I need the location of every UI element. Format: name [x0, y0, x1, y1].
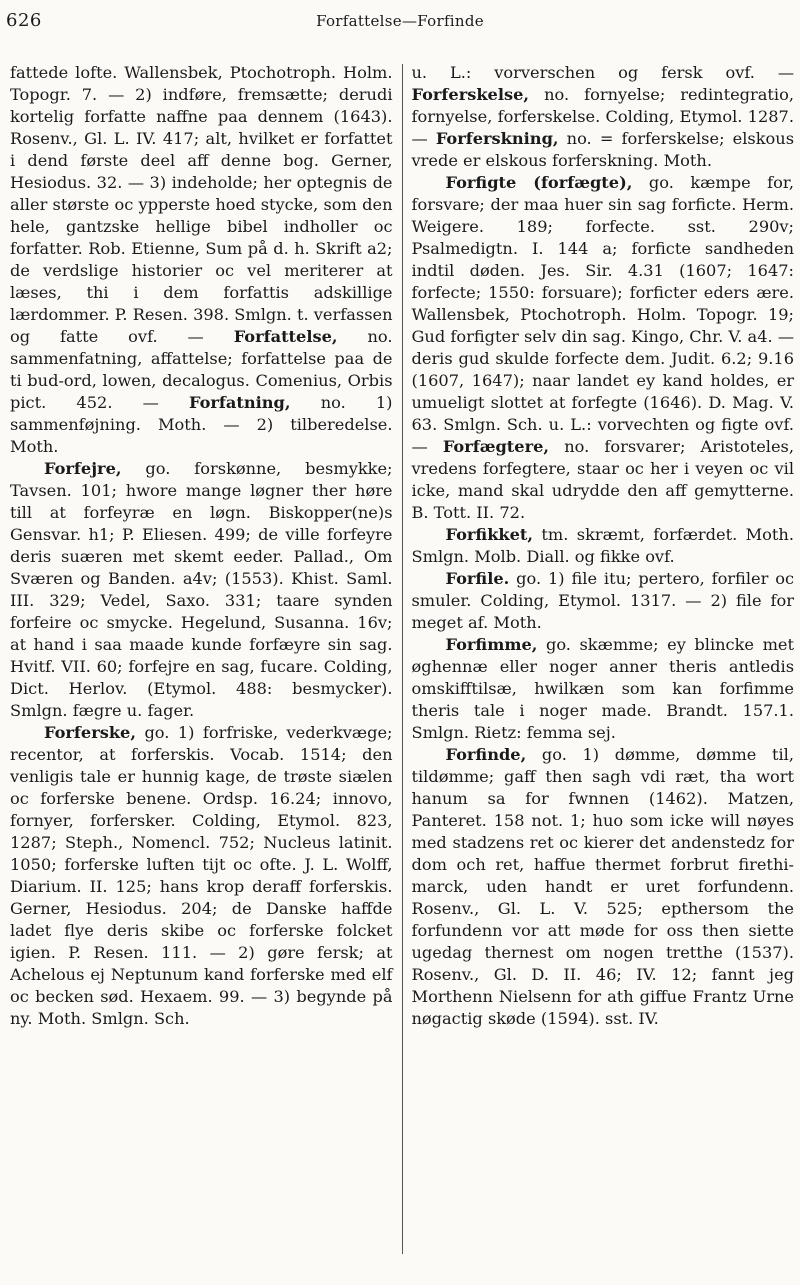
running-title: Forfattelse—Forfinde	[316, 12, 484, 30]
headword-forferskning: Forferskning,	[435, 129, 559, 148]
headword-forfattelse: Forfattelse,	[233, 327, 338, 346]
two-column-body	[10, 62, 794, 1274]
headword-forfigte: Forfigte (forfægte),	[445, 173, 633, 192]
entry-text: u. L.: vorverschen og fersk ovf. —	[411, 63, 795, 82]
entry-forfimme	[412, 634, 795, 744]
entry-text: tm. skræmt, forfærdet. Moth. Smlgn. Molb. Diall. og fikke ovf.	[411, 525, 795, 566]
entry-text: go. 1) dømme, dømme til, tildømme; gaff then sagh vdi ræt, tha wort hanum sa for fwnnen (1462). Matzen, Panteret. 158 not. 1; huo som icke will nøyes med stadzens ret oc kierer det andenstedz for dom och ret, haffue thermet forbrut firethi-marck, uden handt er uret forfundenn. Rosenv., Gl. L. V. 525; epthersom the forfundenn vor att møde for oss then siette ugedag thernest om nogen tretthe (1537). Rosenv., Gl. D. II. 46; IV. 12; fannt jeg Morthenn Nielsenn for ath giffue Frantz Urne nøgactig skøde (1594). sst. IV.	[411, 745, 795, 1028]
entry-forfikket	[412, 524, 795, 568]
entry-forfejre	[10, 458, 393, 722]
headword-forfinde: Forfinde,	[445, 745, 527, 764]
entry-forferske-continued	[412, 62, 795, 172]
headword-forfile: Forfile.	[445, 569, 510, 588]
headword-forfatning: Forfatning,	[189, 393, 291, 412]
left-column	[10, 62, 402, 1274]
entry-forfigte	[412, 172, 795, 524]
entry-forferske	[10, 722, 393, 1030]
entry-text: no. fornyelse; redintegratio, fornyelse, forferskelse. Colding, Etymol. 1287. —	[411, 85, 795, 148]
headword-forfikket: Forfikket,	[445, 525, 534, 544]
entry-text: go. 1) forfriske, vederkvæge; recentor, at forferskis. Vocab. 1514; den venligis tale er hunnig kage, de trøste siælen oc forferske benene. Ordsp. 16.24; innovo, fornyer, forfersker. Colding, Etymol. 823, 1287; Steph., Nomencl. 752; Nucleus latinit. 1050; forferske luften tijt oc ofte. J. L. Wolff, Diarium. II. 125; hans krop deraff forferskis. Gerner, Hesiodus. 204; de Danske haffde ladet flye deris skibe oc forferske folcket igien. P. Resen. 111. — 2) gøre fersk; at Achelous ej Neptunum kand forferske med elf oc becken sød. Hexaem. 99. — 3) begynde på ny. Moth. Smlgn. Sch.	[10, 723, 393, 1028]
headword-forfimme: Forfimme,	[445, 635, 538, 654]
entry-text: no. = forferskelse; elskous vrede er elskous forferskning. Moth.	[411, 129, 795, 170]
page-number: 626	[6, 10, 42, 31]
entry-text: go. forskønne, besmykke; Tavsen. 101; hwore mange løgner ther høre till at forfeyræ en løgn. Biskopper(ne)s Gensvar. h1; P. Eliesen. 499; de ville forfeyre deris suæren met skemt eeder. Pallad., Om Sværen og Banden. a4v; (1553). Khist. Saml. III. 329; Vedel, Saxo. 331; taare synden forfeire oc smycke. Hegelund, Susanna. 16v; at hand i saa maade kunde forfæyre sin sag. Hvitf. VII. 60; forfejre en sag, fucare. Colding, Dict. Herlov. (Etymol. 488: besmycker). Smlgn. fægre u. fager.	[10, 459, 393, 720]
right-column	[403, 62, 795, 1274]
entry-text: fattede lofte. Wallensbek, Ptochotroph. Holm. Topogr. 7. — 2) indføre, fremsætte; derudi kortelig forfatte naffne paa dennem (1643). Rosenv., Gl. L. IV. 417; alt, hvilket er forfattet i dend første deel aff denne bog. Gerner, Hesiodus. 32. — 3) indeholde; her optegnis de aller største oc ypperste hoed stycke, som den hele, gantzske hellige bibel indholler oc forfatter. Rob. Etienne, Sum på d. h. Skrift a2; de verdslige historier oc vel meriterer at læses, thi i dem forfattis adskillige lærdommer. P. Resen. 398. Smlgn. t. verfassen og fatte ovf. —	[10, 63, 393, 346]
entry-forfile	[412, 568, 795, 634]
headword-forfaegtere: Forfægtere,	[442, 437, 550, 456]
entry-text: go. skæmme; ey blincke met øghennæ eller noger anner theris antledis omskifftilsæ, hwilkæn som kan forfimme theris tale i noger made. Brandt. 157.1. Smlgn. Rietz: femma sej.	[411, 635, 795, 742]
headword-forfejre: Forfejre,	[44, 459, 122, 478]
headword-forferske: Forferske,	[44, 723, 136, 742]
page-header	[0, 8, 800, 36]
entry-text: no. 1) sammenføjning. Moth. — 2) tilberedelse. Moth.	[10, 393, 393, 456]
entry-forfatte-continued	[10, 62, 393, 458]
entry-text: no. forsvarer; Aristoteles, vredens forfegtere, staar oc her i veyen oc vil icke, mand skal udrydde den aff gemytterne. B. Tott. II. 72.	[411, 437, 795, 522]
entry-text: no. sammenfatning, affattelse; forfattelse paa de ti bud-ord, lowen, decalogus. Comenius, Orbis pict. 452. —	[10, 327, 393, 412]
entry-forfinde	[412, 744, 795, 1030]
entry-text: go. kæmpe for, forsvare; der maa huer sin sag forficte. Herm. Weigere. 189; forfecte. sst. 290v; Psalmedigtn. I. 144 a; forficte sandheden indtil døden. Jes. Sir. 4.31 (1607; 1647: forfecte; 1550: forsuare); forficter eders ære. Wallensbek, Ptochotroph. Holm. Topogr. 19; Gud forfigter selv din sag. Kingo, Chr. V. a4. — deris gud skulde forfecte dem. Judit. 6.2; 9.16 (1607, 1647); naar landet ey kand holdes, er umueligt slottet at forfegte (1646). D. Mag. V. 63. Smlgn. Sch. u. L.: vorvechten og figte ovf. —	[411, 173, 795, 456]
headword-forferskelse: Forferskelse,	[411, 85, 530, 104]
entry-text: go. 1) file itu; pertero, forfiler oc smuler. Colding, Etymol. 1317. — 2) file for meget af. Moth.	[411, 569, 795, 632]
